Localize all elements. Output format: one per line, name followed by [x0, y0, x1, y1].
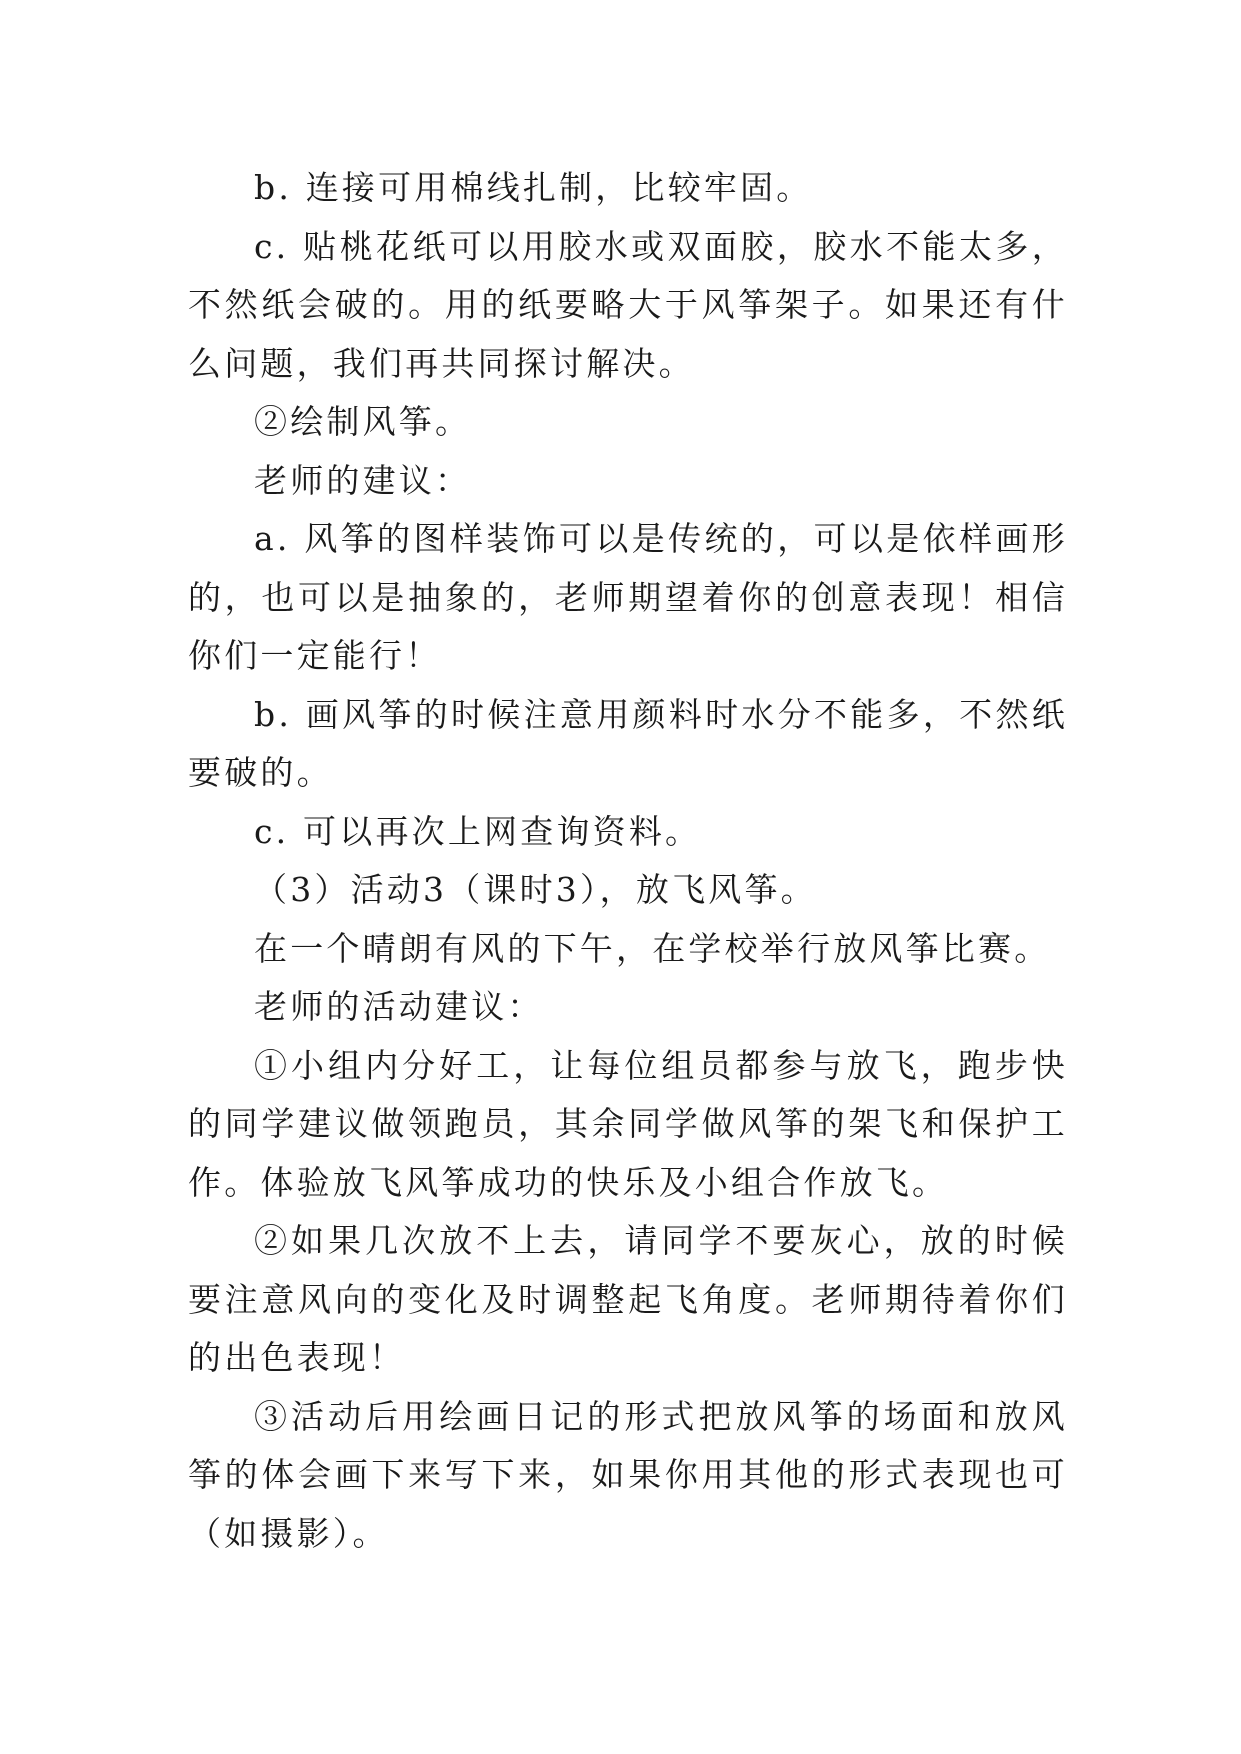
- paragraph-advice-b: b. 画风筝的时候注意用颜料时水分不能多，不然纸要破的。: [188, 694, 1068, 792]
- paragraph-advice-c: c. 可以再次上网查询资料。: [254, 811, 702, 851]
- body-text: [188, 159, 1068, 1563]
- paragraph-competition: 在一个晴朗有风的下午，在学校举行放风筝比赛。: [254, 928, 1051, 968]
- paragraph-step-b-cotton-thread: b. 连接可用棉线扎制，比较牢固。: [254, 168, 813, 207]
- paragraph-teacher-advice-heading: 老师的建议：: [254, 460, 472, 500]
- paragraph-step-c-paper: c. 贴桃花纸可以用胶水或双面胶，胶水不能太多，不然纸会破的。用的纸要略大于风筝架子。如果还有什么问题，我们再共同探讨解决。: [188, 226, 1068, 383]
- paragraph-activity-advice-3: ③活动后用绘画日记的形式把放风筝的场面和放风筝的体会画下来写下来，如果你用其他的形式表现也可（如摄影）。: [188, 1396, 1068, 1553]
- paragraph-activity-3-heading: （3）活动3（课时3），放飞风筝。: [254, 870, 817, 909]
- paragraph-activity-advice-2: ②如果几次放不上去，请同学不要灰心，放的时候要注意风向的变化及时调整起飞角度。老师期待着你们的出色表现！: [188, 1221, 1068, 1377]
- paragraph-activity-advice-heading: 老师的活动建议：: [254, 987, 544, 1026]
- paragraph-draw-kite: ②绘制风筝。: [254, 402, 472, 441]
- paragraph-activity-advice-1: ①小组内分好工，让每位组员都参与放飞，跑步快的同学建议做领跑员，其余同学做风筝的架飞和保护工作。体验放飞风筝成功的快乐及小组合作放飞。: [188, 1045, 1068, 1202]
- paragraph-advice-a: a. 风筝的图样装饰可以是传统的，可以是依样画形的，也可以是抽象的，老师期望着你的创意表现！相信你们一定能行！: [188, 519, 1068, 675]
